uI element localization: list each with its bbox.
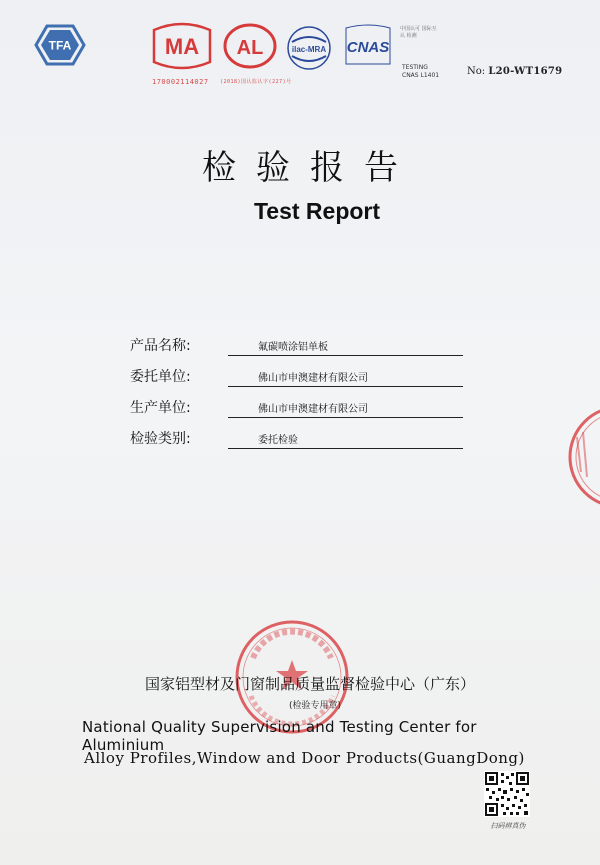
svg-text:ilac-MRA: ilac-MRA xyxy=(291,45,327,54)
field-value: 委托检验 xyxy=(258,435,298,446)
ilac-mra-logo xyxy=(284,24,334,72)
field-test-category xyxy=(130,428,470,452)
cma-logo xyxy=(150,22,214,74)
cma-number: 170002114027 xyxy=(152,78,209,86)
organization-name-en-line2: Alloy Profiles,Window and Door Products(GuangDong) xyxy=(84,749,525,767)
report-number xyxy=(467,66,562,77)
cal-caption: (2018)国认监认字(227)号 xyxy=(220,79,292,85)
field-value: 氟碳喷涂铝单板 xyxy=(258,342,328,353)
report-number-value: L20-WT1679 xyxy=(488,66,563,77)
title-english: Test Report xyxy=(253,198,381,224)
cnas-number: CNAS L1401 xyxy=(402,72,440,79)
field-value: 佛山市申澳建材有限公司 xyxy=(258,404,368,415)
svg-text:MA: MA xyxy=(164,34,200,59)
tfa-logo xyxy=(34,24,86,66)
cal-logo xyxy=(222,22,278,74)
field-underline xyxy=(228,386,463,387)
field-value: 佛山市申澳建材有限公司 xyxy=(258,373,368,384)
report-number-label: No: xyxy=(467,66,486,77)
svg-text:TFA: TFA xyxy=(48,38,72,53)
qr-caption: 扫码辨真伪 xyxy=(490,822,526,830)
field-label: 委托单位: xyxy=(130,369,191,385)
svg-text:CNAS: CNAS xyxy=(346,39,390,56)
cnas-testing-label: TESTING xyxy=(402,64,428,71)
title-chinese: 检验报告 xyxy=(202,148,418,188)
field-underline xyxy=(228,417,463,418)
field-manufacturer xyxy=(130,397,470,421)
cnas-en-caption xyxy=(402,64,439,80)
official-seal-right xyxy=(565,402,600,512)
field-product-name xyxy=(130,335,470,359)
verification-qr-code[interactable] xyxy=(484,771,530,817)
svg-text:AL: AL xyxy=(236,37,264,59)
cnas-cn-caption: 中国认可 国际互认 检测 xyxy=(400,26,437,39)
organization-name-en-line1: National Quality Supervision and Testing Center for Aluminium xyxy=(82,718,477,754)
field-label: 生产单位: xyxy=(130,400,191,416)
organization-name-cn: 国家铝型材及门窗制品质量监督检验中心（广东） xyxy=(144,675,475,693)
field-underline xyxy=(228,355,463,356)
field-underline xyxy=(228,448,463,449)
field-label: 检验类别: xyxy=(130,431,191,447)
seal-note: (检验专用章) xyxy=(288,701,342,711)
cnas-logo xyxy=(340,24,396,68)
field-client xyxy=(130,366,470,390)
field-label: 产品名称: xyxy=(130,338,191,354)
certification-logos xyxy=(0,18,600,86)
